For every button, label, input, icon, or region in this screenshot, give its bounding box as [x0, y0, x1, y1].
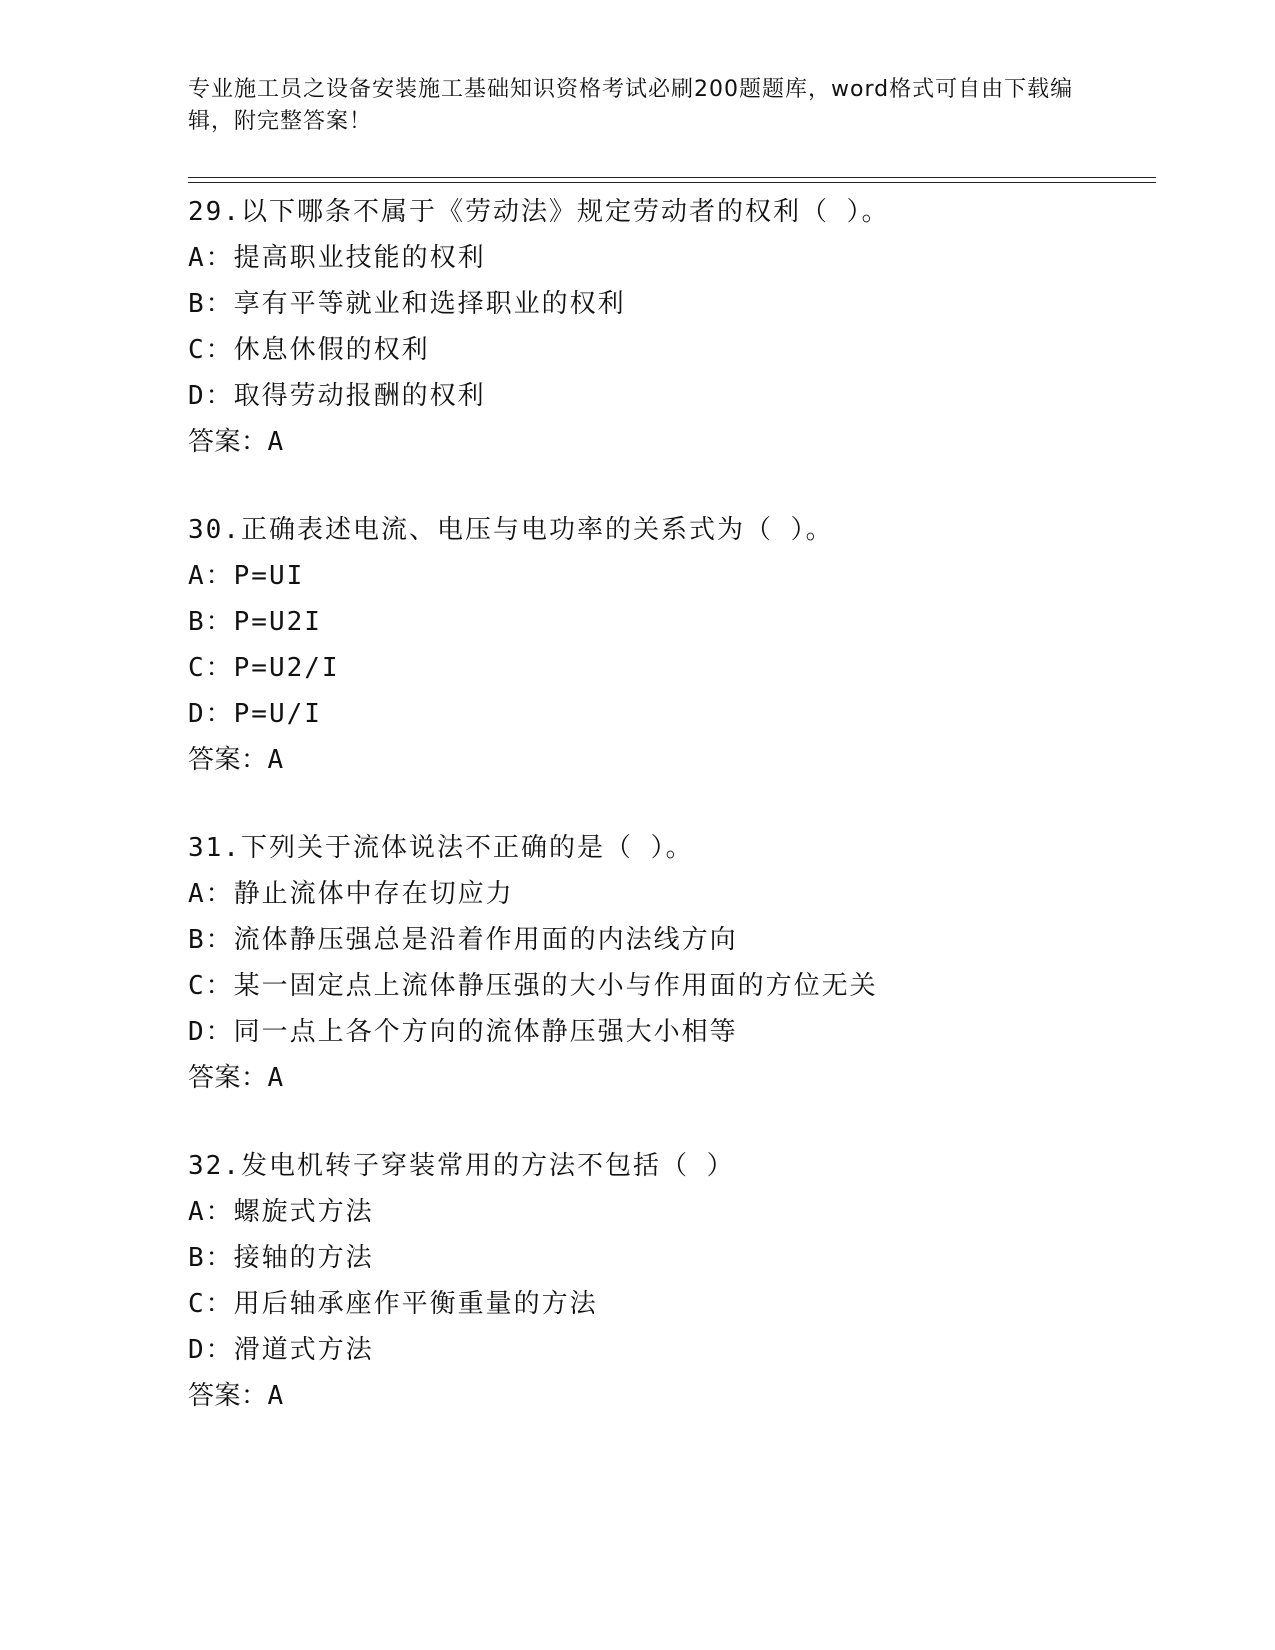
header-divider-top — [188, 177, 1156, 178]
option-b: B：流体静压强总是沿着作用面的内法线方向 — [188, 925, 738, 955]
answer-value: A — [267, 1063, 284, 1093]
answer-label: 答案： — [188, 745, 268, 775]
option-a: A：静止流体中存在切应力 — [188, 879, 514, 909]
option-a: A：螺旋式方法 — [188, 1197, 374, 1227]
answer-value: A — [267, 1381, 284, 1411]
option-d: D：取得劳动报酬的权利 — [188, 381, 486, 411]
option-a: A：提高职业技能的权利 — [188, 243, 486, 273]
answer-label: 答案： — [188, 427, 268, 457]
question-29 — [188, 189, 1168, 465]
question-30 — [188, 507, 1168, 783]
answer-label: 答案： — [188, 1063, 268, 1093]
option-c: C：某一固定点上流体静压强的大小与作用面的方位无关 — [188, 971, 878, 1001]
question-stem: 30.正确表述电流、电压与电功率的关系式为（ ）。 — [188, 515, 834, 545]
answer-label: 答案： — [188, 1381, 268, 1411]
answer-line — [188, 1373, 1168, 1419]
option-a: A：P=UI — [188, 561, 305, 591]
answer-line — [188, 1055, 1168, 1101]
question-32 — [188, 1143, 1168, 1419]
question-31 — [188, 825, 1168, 1101]
option-d: D：P=U/I — [188, 699, 322, 729]
option-d: D：同一点上各个方向的流体静压强大小相等 — [188, 1017, 738, 1047]
option-c: C：用后轴承座作平衡重量的方法 — [188, 1289, 598, 1319]
answer-line — [188, 419, 1168, 465]
document-header-text: 专业施工员之设备安装施工基础知识资格考试必刷200题题库，word格式可自由下载编辑，附完整答案！ — [188, 77, 1074, 134]
option-c: C：P=U2/I — [188, 653, 340, 683]
answer-line — [188, 737, 1168, 783]
option-c: C：休息休假的权利 — [188, 335, 430, 365]
question-stem: 31.下列关于流体说法不正确的是（ ）。 — [188, 833, 694, 863]
option-d: D：滑道式方法 — [188, 1335, 374, 1365]
answer-value: A — [267, 427, 284, 457]
question-stem: 29.以下哪条不属于《劳动法》规定劳动者的权利（ ）。 — [188, 197, 890, 227]
option-b: B：享有平等就业和选择职业的权利 — [188, 289, 626, 319]
answer-value: A — [267, 745, 284, 775]
header-divider-bottom — [188, 182, 1156, 183]
option-b: B：P=U2I — [188, 607, 322, 637]
option-b: B：接轴的方法 — [188, 1243, 374, 1273]
question-stem: 32.发电机转子穿装常用的方法不包括（ ） — [188, 1151, 735, 1181]
